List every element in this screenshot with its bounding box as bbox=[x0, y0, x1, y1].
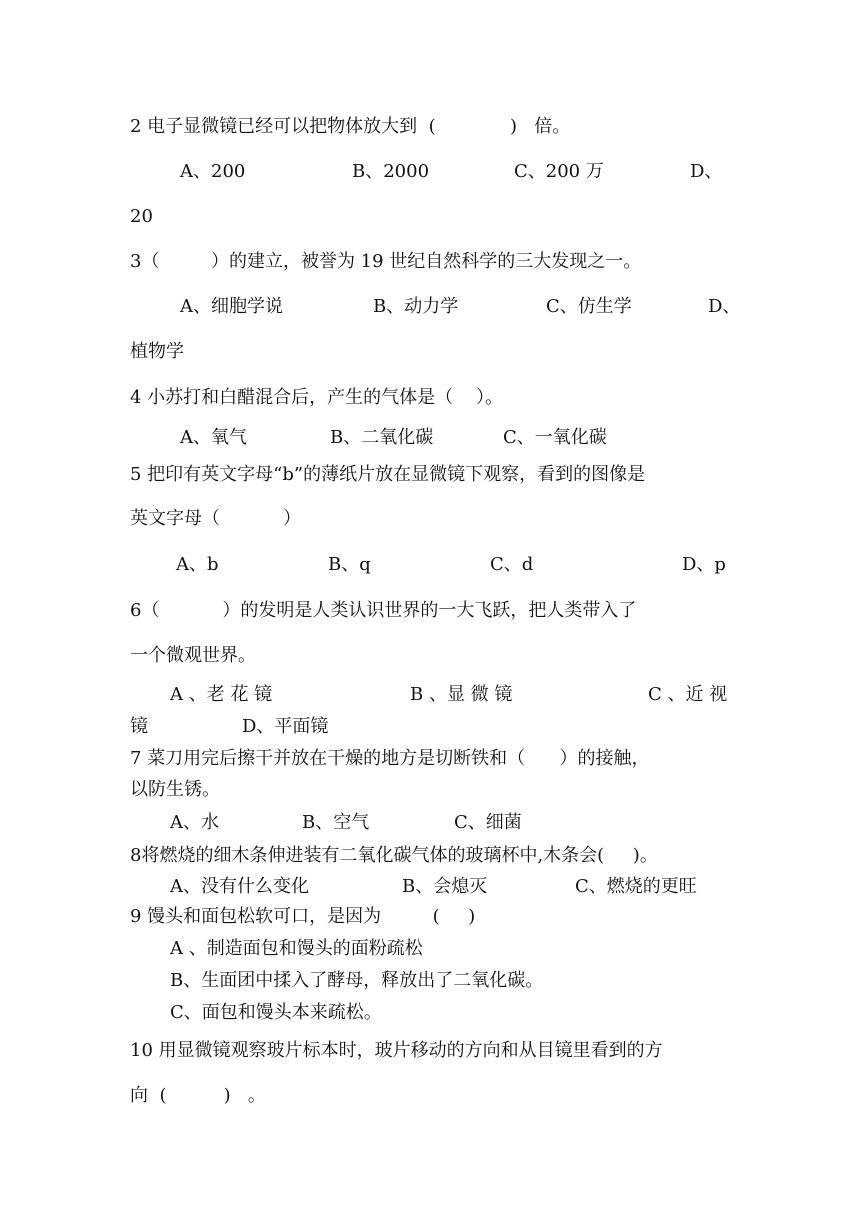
question-9-stem: 9 馒头和面包松软可口，是因为 ( ) bbox=[130, 906, 476, 927]
q2-option-d-text: 20 bbox=[130, 206, 153, 227]
question-3-stem: 3（ ）的建立，被誉为 19 世纪自然科学的三大发现之一。 bbox=[130, 251, 642, 272]
q5-option-c: C、d bbox=[490, 554, 534, 575]
question-5-stem-line2: 英文字母（ ） bbox=[130, 508, 301, 529]
q7-option-b: B、空气 bbox=[302, 812, 370, 833]
q6-option-c-part2: 镜 bbox=[130, 716, 148, 737]
q3-option-b: B、动力学 bbox=[373, 296, 459, 317]
q4-option-a: A、氧气 bbox=[180, 427, 247, 448]
question-10-stem-line2: 向 ( ) 。 bbox=[130, 1085, 266, 1106]
q8-option-b: B、会熄灭 bbox=[402, 876, 488, 897]
question-5-stem-line1: 5 把印有英文字母“b”的薄纸片放在显微镜下观察，看到的图像是 bbox=[130, 464, 646, 485]
q7-option-a: A、水 bbox=[170, 812, 219, 833]
q4-option-b: B、二氧化碳 bbox=[330, 427, 434, 448]
question-6-stem-line1: 6（ ）的发明是人类认识世界的一大飞跃，把人类带入了 bbox=[130, 600, 637, 621]
question-8-stem: 8将燃烧的细木条伸进装有二氧化碳气体的玻璃杯中,木条会( )。 bbox=[130, 845, 658, 866]
question-7-stem-line2: 以防生锈。 bbox=[130, 779, 220, 800]
question-6-stem-line2: 一个微观世界。 bbox=[130, 645, 256, 666]
q5-option-a: A、b bbox=[176, 554, 219, 575]
q8-option-c: C、燃烧的更旺 bbox=[575, 876, 697, 897]
question-2-stem: 2 电子显微镜已经可以把物体放大到 ( ) 倍。 bbox=[130, 116, 571, 137]
question-4-stem: 4 小苏打和白醋混合后，产生的气体是（ ）。 bbox=[130, 387, 504, 408]
q6-option-a: A 、老 花 镜 bbox=[170, 684, 273, 705]
question-7-stem-line1: 7 菜刀用完后擦干并放在干燥的地方是切断铁和（ ）的接触， bbox=[130, 748, 650, 769]
q2-option-b: B、2000 bbox=[352, 161, 430, 182]
q9-option-a: A 、制造面包和馒头的面粉疏松 bbox=[170, 938, 423, 959]
q6-option-d: D、平面镜 bbox=[242, 716, 329, 737]
q9-option-b: B、生面团中揉入了酵母，释放出了二氧化碳。 bbox=[170, 970, 544, 991]
q6-option-b: B 、显 微 镜 bbox=[410, 684, 513, 705]
q7-option-c: C、细菌 bbox=[454, 812, 522, 833]
q5-option-d: D、p bbox=[682, 554, 726, 575]
q3-option-a: A、细胞学说 bbox=[180, 296, 283, 317]
q3-option-c: C、仿生学 bbox=[546, 296, 632, 317]
question-10-stem-line1: 10 用显微镜观察玻片标本时，玻片移动的方向和从目镜里看到的方 bbox=[130, 1040, 663, 1061]
q2-option-c: C、200 万 bbox=[514, 161, 604, 182]
q2-option-d-label: D、 bbox=[690, 161, 723, 182]
q9-option-c: C、面包和馒头本来疏松。 bbox=[170, 1002, 382, 1023]
q2-option-a: A、200 bbox=[180, 161, 246, 182]
q8-option-a: A、没有什么变化 bbox=[170, 876, 309, 897]
q5-option-b: B、q bbox=[328, 554, 371, 575]
q3-option-d-label: D、 bbox=[708, 296, 741, 317]
q3-option-d-text: 植物学 bbox=[130, 341, 184, 362]
q4-option-c: C、一氧化碳 bbox=[503, 427, 607, 448]
q6-option-c-part1: C 、近 视 bbox=[648, 684, 728, 705]
